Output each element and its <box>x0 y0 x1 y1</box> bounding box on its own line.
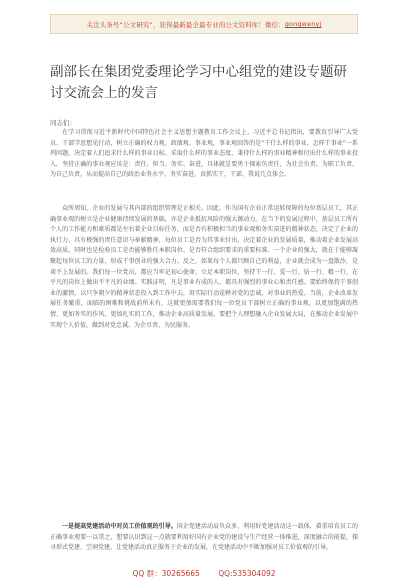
banner-text: 关注头条号“公文研究”，获得最新最全最专业的公文资料库！ <box>86 20 265 29</box>
paragraph-3 <box>50 522 358 564</box>
paragraph-2: 众所周知，企业的发展与其内部的组织管理是正相关。因此，作为国有企业正常运转保障的每位基层员工，其正确事业观的树立是企业健康持续发展的基础，亦是企业抵抗风险的强大源动力。在当下的发展过程中，基层员工所有个人的工作能力和素质都是左右着企业目标任务，而是否有积极担当的事业观和务实奋进的精神状态，决定了企业的执行力，具有极强的责任意识与奉献精神，每位员工是否为其事业付出，决定着企业的发展质量，推动着企业发展高效高质，同时也是检验员工是否能够胜任本职岗位、是否符合组织要求的重要标准。一个企业的强大，就在于能够凝聚起每位员工的力量，形成干事创业的强大合力。反之，如果每个人都只顾自己的利益，企业就会成为一盘散沙，是谈不上发展的。我们每一位党员，都应当牢记初心使命，立足本职岗位，坚持干一行、爱一行、钻一行、精一行，在平凡的岗位上做出不平凡的业绩。实践证明，凡是事业有成的人，都具有强烈的事业心和责任感。要始终保持干事创业的激情，以只争朝夕的精神状态投入到工作中去，用实际行动诠释对党的忠诚、对事业的热爱。当前，企业改革发展任务繁重，面临的困难和挑战前所未有，这就更加需要我们每一位党员干部树立正确的事业观，以更加饱满的热情、更加务实的作风、更加扎实的工作，推动企业高质量发展。要把个人理想融入企业发展大局，在推动企业发展中实现个人价值，做到对党忠诚、为企尽责、为民服务。 <box>50 205 358 329</box>
paragraph-3-body: 国企党建活动肩负众多，利用好党建活动这一载体，着重培育员工的正确事业观要一以贯之，想要认识到这一点就要利用好国有企业党的建设与生产经营一体推进，深度融合的前提，探寻形式党建、空洞党建，让党建活动真正服务于企业的发展，在党建活动中不断加强对员工价值观的引导。 <box>50 523 358 552</box>
promo-banner <box>50 14 358 34</box>
greeting: 同志们： <box>50 119 76 127</box>
qq-group: QQ 群：30265665 <box>132 569 200 578</box>
contact-footer <box>0 568 408 579</box>
document-title: 副部长在集团党委理论学习中心组党的建设专题研讨交流会上的发言 <box>50 64 347 101</box>
banner-wechat-label: 微信： <box>264 20 285 29</box>
qq-number: QQ:535304092 <box>218 569 276 578</box>
banner-wechat-link[interactable]: gongwenyj <box>284 20 322 28</box>
paragraph-1: 在学习贯彻习近平新时代中国特色社会主义思想主题教育工作会议上，习近平总书记指出，要教育引导广大党员、干部学思想见行动，树立正确的权力观、政绩观、事业观，事业观回答的是“干什么样的事业、怎样干事业”一系列问题，决定着人们追求什么样的事业目标、采取什么样的事业态度、秉持什么样的事业精神和付出什么样的事业投入。坚持正确的事业观应该是：责任、担当、务实、奋进，具体就是要勇于探索负责任、为社会负责、为职工负责，为自己负责，从而提高自己的政治业务水平，务实奋进，真抓实干，干部、我说几点体会。 <box>50 129 358 179</box>
paragraph-3-lead: 一是提高党建活动中对员工价值观的引导。 <box>62 523 177 530</box>
